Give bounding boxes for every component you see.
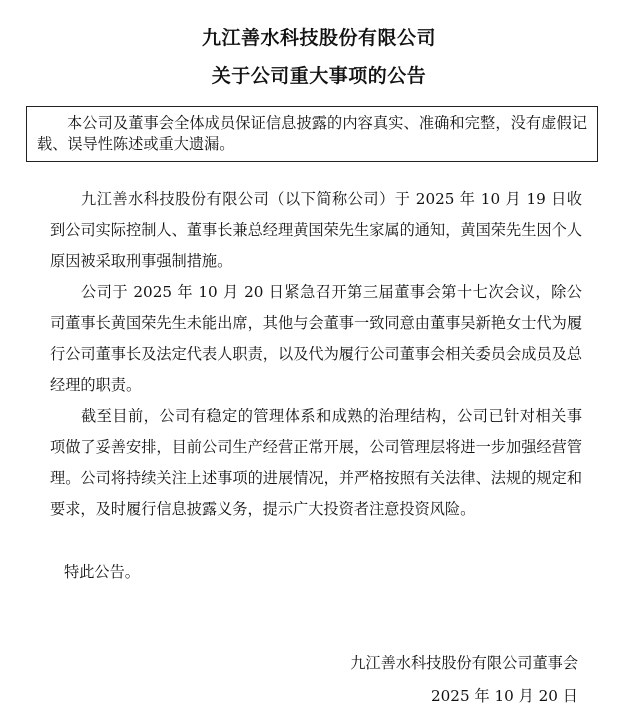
paragraph-1: 九江善水科技股份有限公司（以下简称公司）于 2025 年 10 月 19 日收到公司实际控制人、董事长兼总经理黄国荣先生家属的通知，黄国荣先生因个人原因被采取刑事强制措施。 bbox=[50, 190, 582, 270]
closing-remark: 特此公告。 bbox=[64, 563, 140, 581]
signature-date: 2025 年 10 月 20 日 bbox=[430, 687, 578, 705]
disclaimer-box: 本公司及董事会全体成员保证信息披露的内容真实、准确和完整，没有虚假记载、误导性陈述或重大遗漏。 bbox=[26, 106, 598, 162]
paragraph-3: 截至目前，公司有稳定的管理体系和成熟的治理结构，公司已针对相关事项做了妥善安排，目前公司生产经营正常开展，公司管理层将进一步加强经营管理。公司将持续关注上述事项的进展情况，并严格按照有关法律、法规的规定和要求，及时履行信息披露义务，提示广大投资者注意投资风险。 bbox=[50, 407, 582, 518]
document-title: 关于公司重大事项的公告 bbox=[211, 65, 427, 87]
signature-organization: 九江善水科技股份有限公司董事会 bbox=[350, 654, 578, 672]
company-title: 九江善水科技股份有限公司 bbox=[201, 27, 436, 49]
announcement-body bbox=[50, 184, 582, 525]
paragraph-2: 公司于 2025 年 10 月 20 日紧急召开第三届董事会第十七次会议，除公司董事长黄国荣先生未能出席，其他与会董事一致同意由董事吴新艳女士代为履行公司董事长及法定代表人职责，以及代为履行公司董事会相关委员会成员及总经理的职责。 bbox=[50, 283, 582, 394]
